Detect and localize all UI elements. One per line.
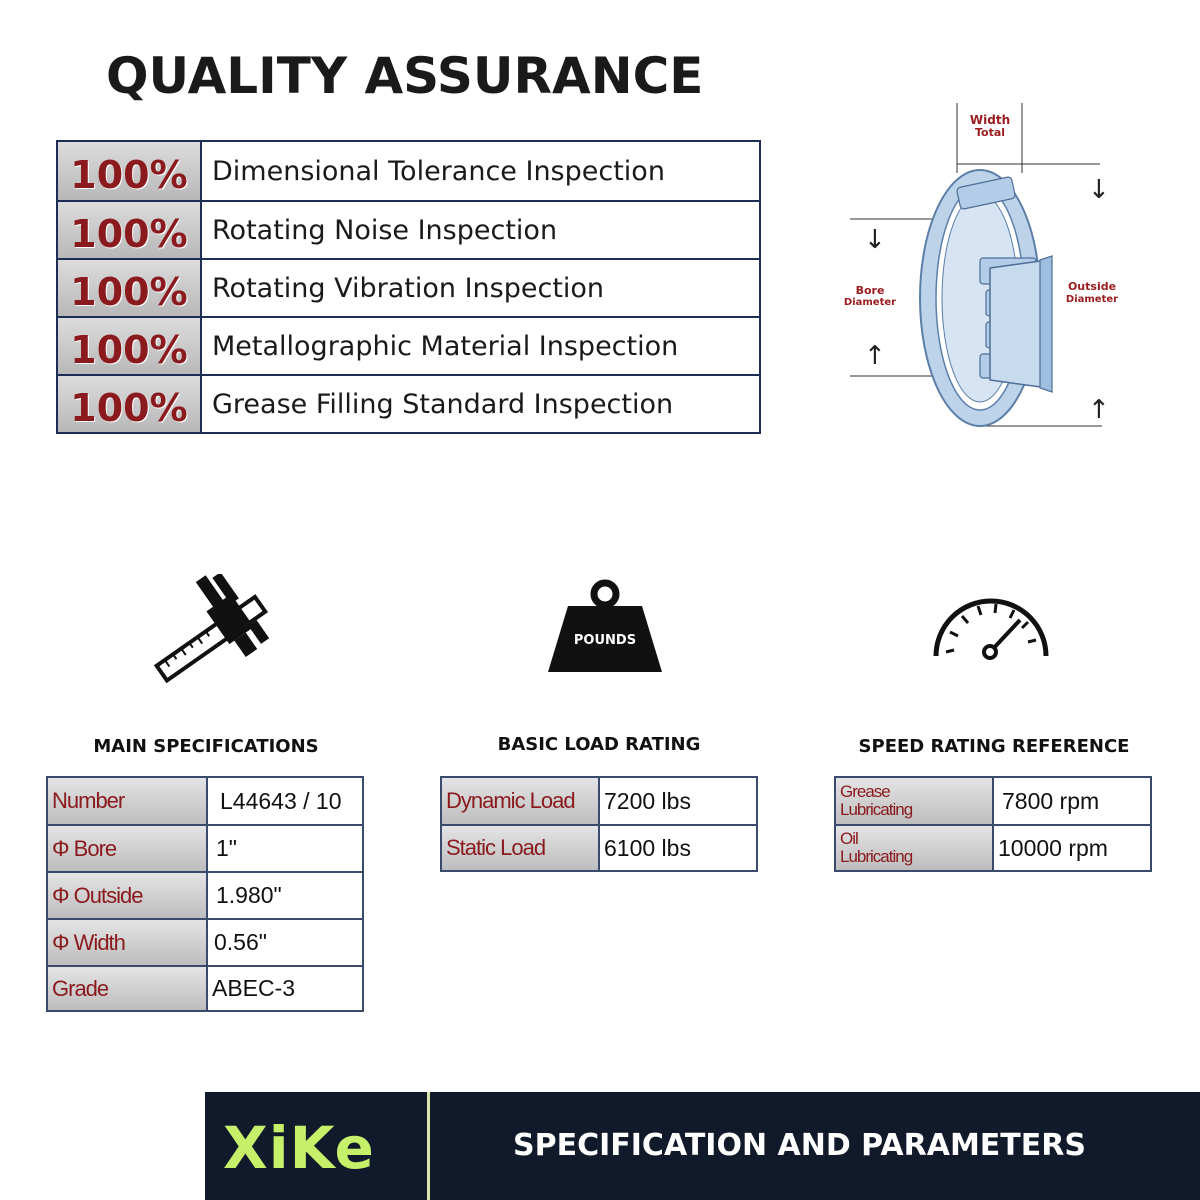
qa-row <box>58 316 759 374</box>
spec-value: L44643 / 10 <box>220 787 342 814</box>
spec-key: Dynamic Load <box>442 778 600 824</box>
table-row <box>48 778 362 824</box>
qa-label: Metallographic Material Inspection <box>212 330 679 362</box>
spec-key: Φ Outside <box>48 873 208 918</box>
table-row <box>48 918 362 965</box>
bore-label: Bore <box>855 284 885 297</box>
spec-value: 1.980" <box>216 882 282 908</box>
weight-icon-label: POUNDS <box>573 633 637 648</box>
qa-label: Grease Filling Standard Inspection <box>212 388 674 420</box>
bore-diameter-label: Diameter <box>843 297 897 308</box>
quality-assurance-title: QUALITY ASSURANCE <box>106 47 704 105</box>
qa-percent: 100% <box>58 142 202 200</box>
spec-value: 7800 rpm <box>1002 787 1100 814</box>
table-row <box>836 778 1150 824</box>
spec-key: Static Load <box>442 826 600 870</box>
qa-label: Dimensional Tolerance Inspection <box>212 155 665 187</box>
table-row <box>442 824 756 870</box>
table-row <box>836 824 1150 870</box>
total-label: Total <box>974 126 1006 139</box>
brand-logo: XiKe <box>223 1114 375 1182</box>
main-specifications-table <box>46 776 364 1012</box>
outside-label: Outside <box>1067 280 1117 293</box>
qa-percent: 100% <box>58 376 202 432</box>
speedometer-icon <box>928 590 1054 664</box>
spec-key-line-1: Oil <box>840 829 858 848</box>
quality-assurance-table <box>56 140 761 434</box>
caliper-icon <box>146 574 270 688</box>
qa-label: Rotating Vibration Inspection <box>212 272 605 304</box>
spec-key <box>836 826 994 870</box>
width-label: Width <box>969 113 1011 127</box>
spec-value: 0.56" <box>214 929 267 955</box>
table-row <box>442 778 756 824</box>
qa-percent: 100% <box>58 260 202 316</box>
spec-key-line-2: Lubricating <box>840 847 913 866</box>
outside-diameter-label: Diameter <box>1065 294 1119 305</box>
arrow-down-icon: ↓ <box>864 225 886 255</box>
qa-percent: 100% <box>58 318 202 374</box>
qa-percent: 100% <box>58 202 202 258</box>
spec-key: Φ Width <box>48 920 208 965</box>
speed-rating-reference-table <box>834 776 1152 872</box>
bearing-diagram <box>830 98 1130 438</box>
qa-row <box>58 200 759 258</box>
spec-key: Φ Bore <box>48 826 208 871</box>
main-specifications-title: MAIN SPECIFICATIONS <box>93 736 319 757</box>
spec-key: Grade <box>48 967 208 1010</box>
spec-value: ABEC-3 <box>212 975 296 1001</box>
footer-banner <box>205 1092 1200 1200</box>
footer-title: SPECIFICATION AND PARAMETERS <box>513 1128 1086 1163</box>
spec-key-line-2: Lubricating <box>840 800 913 819</box>
table-row <box>48 965 362 1010</box>
qa-row <box>58 142 759 200</box>
table-row <box>48 824 362 871</box>
spec-value: 10000 rpm <box>998 834 1108 861</box>
spec-key-line-1: Grease <box>840 782 890 801</box>
weight-icon <box>546 578 664 674</box>
table-row <box>48 871 362 918</box>
spec-value: 7200 lbs <box>604 787 691 814</box>
spec-key: Number <box>48 778 208 824</box>
qa-row <box>58 258 759 316</box>
basic-load-rating-table <box>440 776 758 872</box>
arrow-down-icon: ↓ <box>1088 175 1110 205</box>
arrow-up-icon: ↑ <box>864 341 886 371</box>
qa-label: Rotating Noise Inspection <box>212 214 558 246</box>
spec-key <box>836 778 994 824</box>
arrow-up-icon: ↑ <box>1088 395 1110 425</box>
speed-rating-reference-title: SPEED RATING REFERENCE <box>858 736 1130 757</box>
footer-divider <box>427 1092 430 1200</box>
qa-row <box>58 374 759 432</box>
spec-value: 1" <box>216 835 237 861</box>
spec-value: 6100 lbs <box>604 834 691 861</box>
basic-load-rating-title: BASIC LOAD RATING <box>497 734 701 755</box>
